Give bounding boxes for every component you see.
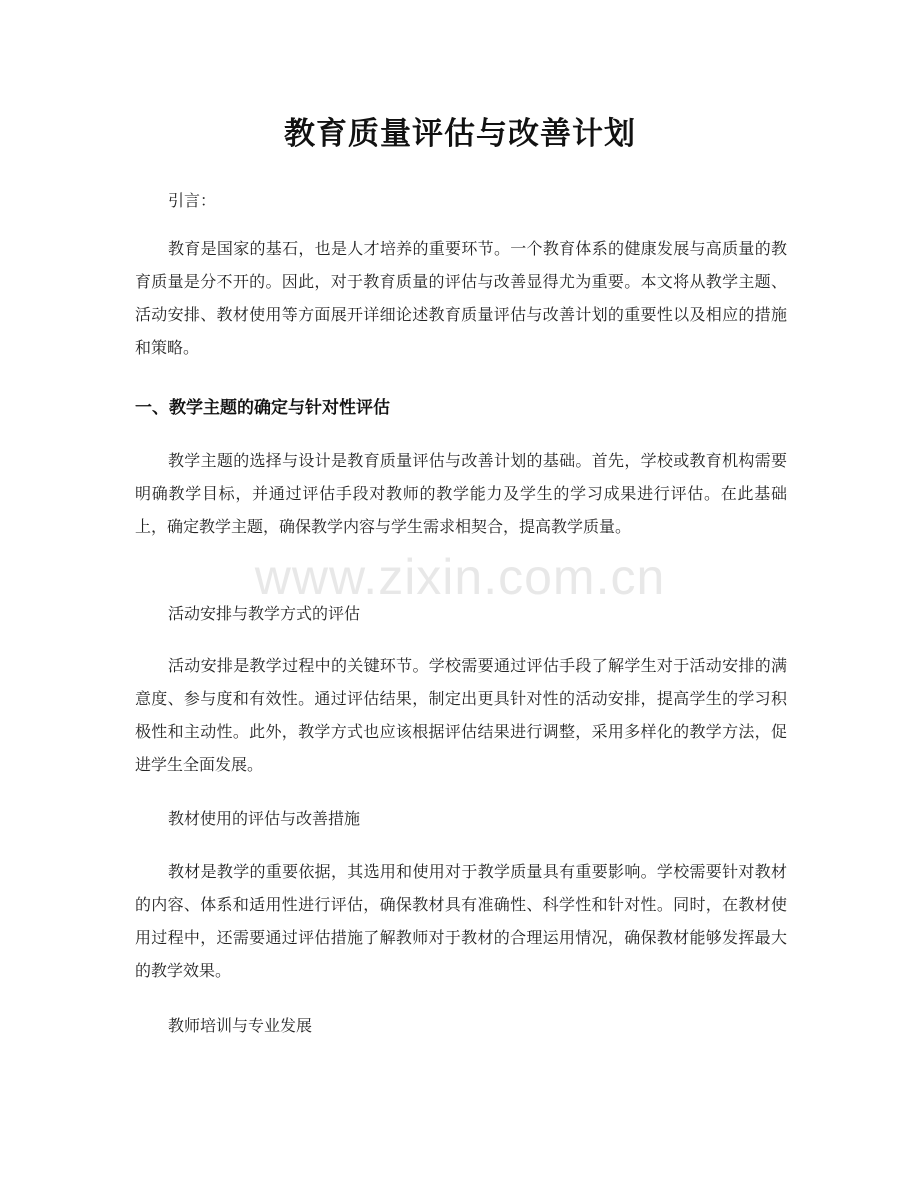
intro-label: 引言： [168, 191, 217, 210]
section-paragraph-2: 活动安排是教学过程中的关键环节。学校需要通过评估手段了解学生对于活动安排的满意度、参与度和有效性。通过评估结果，制定出更具针对性的活动安排，提高学生的学习积极性和主动性。此外，教学方式也应该根据评估结果进行调整，采用多样化的教学方法，促进学生全面发展。 [135, 656, 787, 774]
watermark: www.zixin.com.cn [254, 549, 666, 605]
intro-paragraph: 教育是国家的基石，也是人才培养的重要环节。一个教育体系的健康发展与高质量的教育质量是分不开的。因此，对于教育质量的评估与改善显得尤为重要。本文将从教学主题、活动安排、教材使用等方面展开详细论述教育质量评估与改善计划的重要性以及相应的措施和策略。 [135, 239, 787, 357]
section-paragraph-3: 教材是教学的重要依据，其选用和使用对于教学质量具有重要影响。学校需要针对教材的内容、体系和适用性进行评估，确保教材具有准确性、科学性和针对性。同时，在教材使用过程中，还需要通过评估措施了解教师对于教材的合理运用情况，确保教材能够发挥最大的教学效果。 [135, 862, 787, 980]
section-label-4: 教师培训与专业发展 [168, 1016, 313, 1035]
section-paragraph-1: 教学主题的选择与设计是教育质量评估与改善计划的基础。首先，学校或教育机构需要明确教学目标，并通过评估手段对教师的教学能力及学生的学习成果进行评估。在此基础上，确定教学主题，确保教学内容与学生需求相契合，提高教学质量。 [135, 451, 787, 536]
section-heading-1: 一、教学主题的确定与针对性评估 [135, 398, 390, 418]
document-title: 教育质量评估与改善计划 [284, 116, 636, 152]
section-label-3: 教材使用的评估与改善措施 [168, 809, 361, 828]
section-label-2: 活动安排与教学方式的评估 [168, 604, 361, 623]
